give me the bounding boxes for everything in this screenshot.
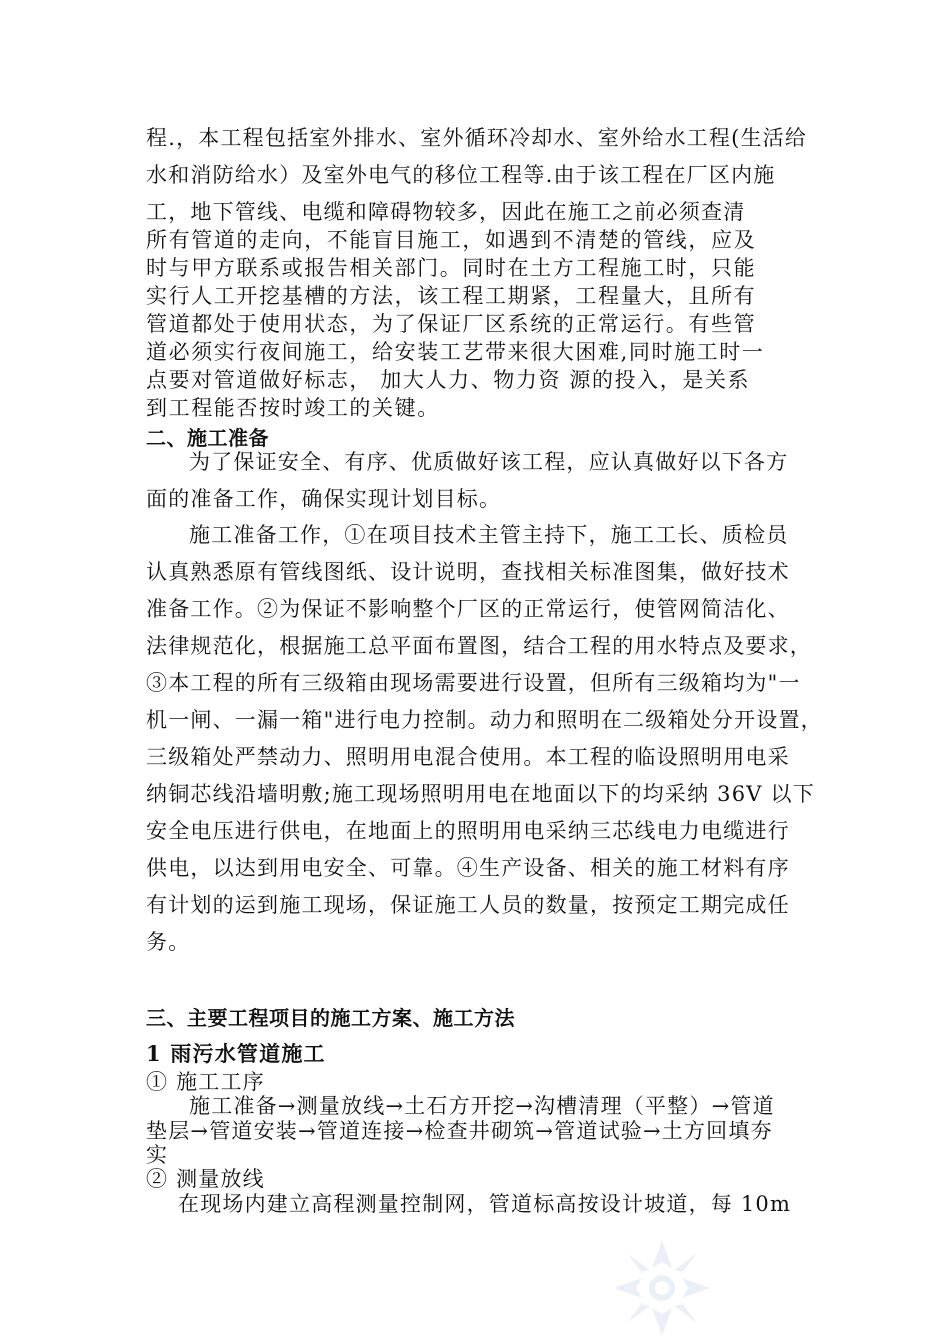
- item-label: ② 测量放线: [146, 1167, 265, 1191]
- text-line: 点要对管道做好标志， 加大人力、物力资 源的投入，是关系: [146, 368, 751, 392]
- text-line: 到工程能否按时竣工的关键。: [146, 396, 440, 420]
- section-heading: 二、施工准备: [146, 426, 269, 450]
- text-line: 安全电压进行供电，在地面上的照明用电采纳三芯线电力电缆进行: [146, 819, 790, 843]
- item-label: ① 施工工序: [146, 1070, 265, 1094]
- subsection-heading: 1 雨污水管道施工: [146, 1041, 326, 1066]
- section-heading: 三、主要工程项目的施工方案、施工方法: [146, 1006, 515, 1030]
- text-line: 水和消防给水）及室外电气的移位工程等.由于该工程在厂区内施: [146, 163, 776, 187]
- text-line: 工，地下管线、电缆和障碍物较多，因此在施工之前必须查清: [146, 200, 746, 224]
- text-line: 管道都处于使用状态，为了保证厂区系统的正常运行。有些管: [146, 312, 757, 336]
- text-line: 施工准备工作，①在项目技术主管主持下，施工工长、质检员: [189, 523, 789, 547]
- text-line: 垫层→管道安装→管道连接→检查井砌筑→管道试验→土方回填夯: [146, 1119, 773, 1143]
- text-line: 所有管道的走向，不能盲目施工，如遇到不清楚的管线，应及: [146, 228, 757, 252]
- text-line: 实: [146, 1143, 169, 1167]
- text-line: 三级箱处严禁动力、照明用电混合使用。本工程的临设照明用电采: [146, 745, 790, 769]
- text-line: 实行人工开挖基槽的方法，该工程工期紧，工程量大，且所有: [146, 284, 757, 308]
- text-line: 有计划的运到施工现场，保证施工人员的数量，按预定工期完成任: [146, 893, 790, 917]
- text-line: 为了保证安全、有序、优质做好该工程，应认真做好以下各方: [189, 450, 789, 474]
- text-line: 务。: [146, 930, 191, 954]
- text-line: 准备工作。②为保证不影响整个厂区的正常运行，使管网简洁化、: [146, 597, 790, 621]
- text-line: 时与甲方联系或报告相关部门。同时在土方工程施工时，只能: [146, 256, 757, 280]
- text-line: 纳铜芯线沿墙明敷;施工现场照明用电在地面以下的均采纳 36V 以下: [146, 782, 815, 806]
- text-line: 认真熟悉原有管线图纸、设计说明，查找相关标准图集，做好技术: [146, 560, 790, 584]
- text-line: ③本工程的所有三级箱由现场需要进行设置，但所有三级箱均为"一: [146, 671, 801, 695]
- text-line: 施工准备→测量放线→土石方开挖→沟槽清理（平整）→管道: [189, 1094, 775, 1118]
- text-line: 在现场内建立高程测量控制网，管道标高按设计坡道，每 10m: [178, 1192, 792, 1216]
- text-line: 面的准备工作，确保实现计划目标。: [146, 487, 502, 511]
- text-line: 程.，本工程包括室外排水、室外循环冷却水、室外给水工程(生活给: [146, 126, 808, 150]
- text-line: 道必须实行夜间施工，给安装工艺带来很大困难,同时施工时一: [146, 340, 765, 364]
- text-line: 供电，以达到用电安全、可靠。④生产设备、相关的施工材料有序: [146, 856, 790, 880]
- watermark-logo: [612, 1238, 712, 1338]
- text-line: 法律规范化，根据施工总平面布置图，结合工程的用水特点及要求，: [146, 634, 812, 658]
- text-line: 机一闸、一漏一箱"进行电力控制。动力和照明在二级箱处分开设置，: [146, 708, 823, 732]
